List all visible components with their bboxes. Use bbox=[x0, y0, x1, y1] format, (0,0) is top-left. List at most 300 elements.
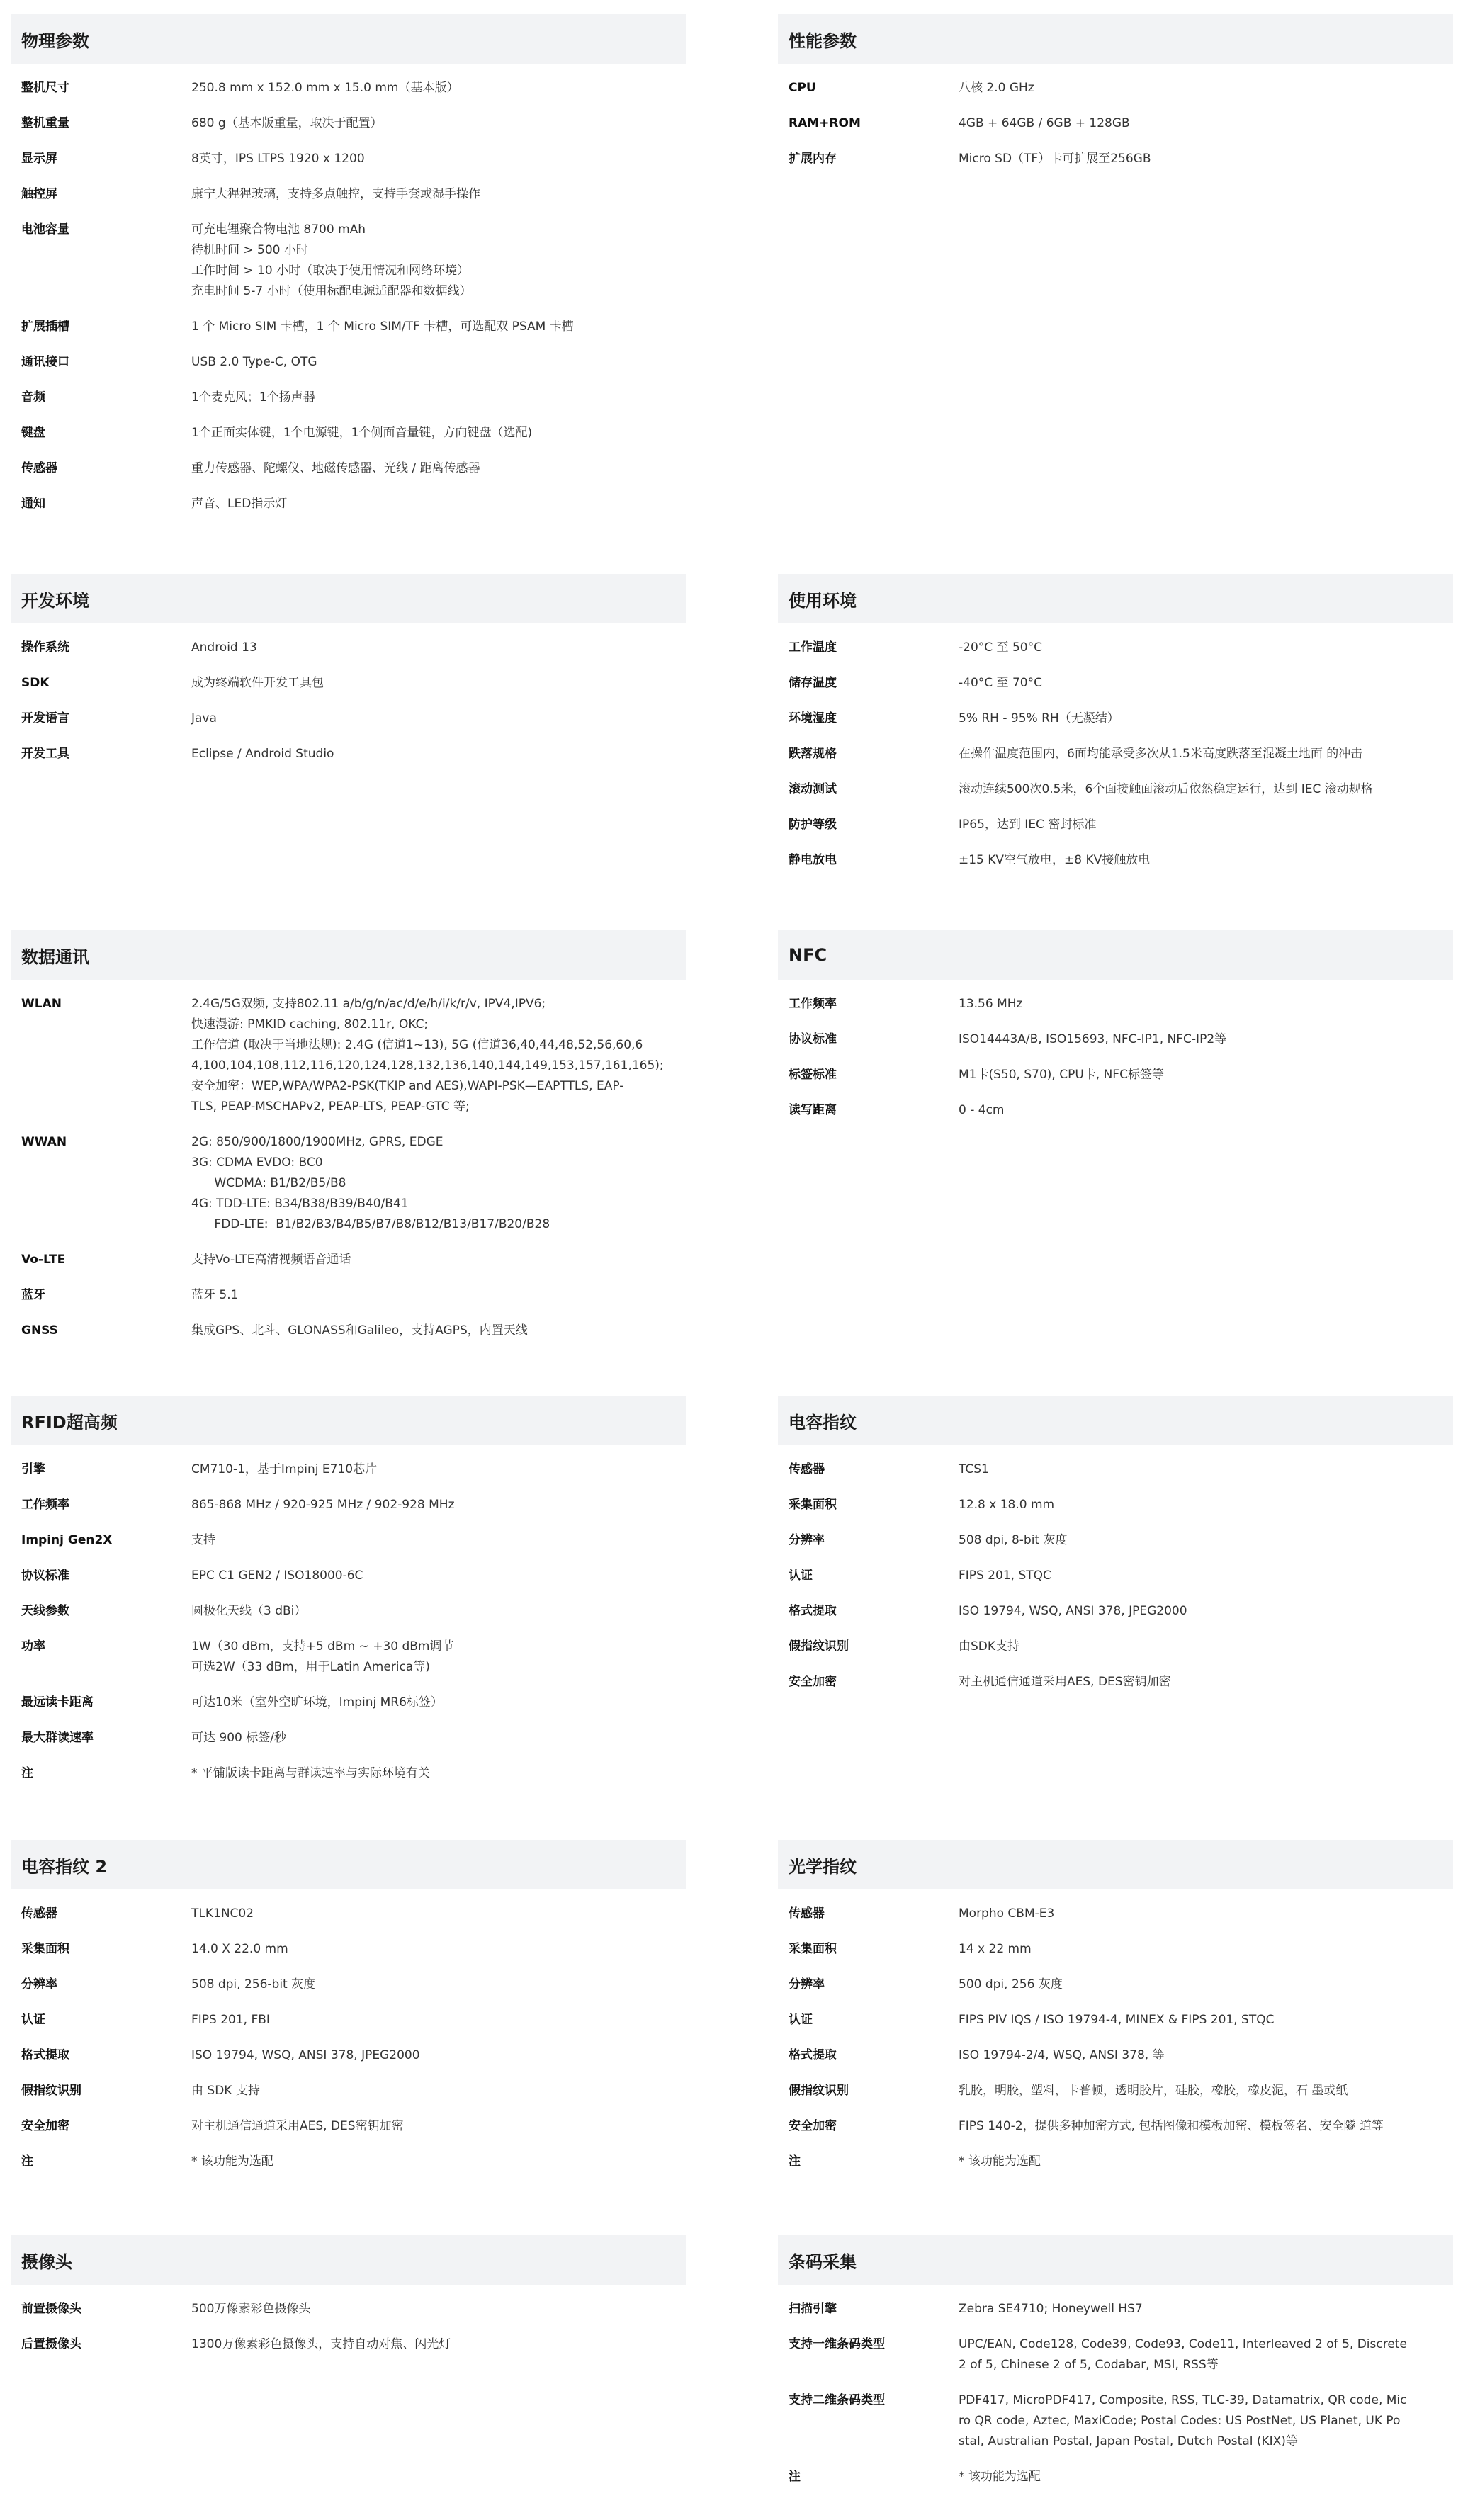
spec-value-line: 快速漫游: PMKID caching, 802.11r, OKC; bbox=[191, 1017, 429, 1032]
section-title: 数据通讯 bbox=[21, 947, 89, 967]
spec-value bbox=[959, 1601, 1447, 1622]
section-header bbox=[11, 1840, 686, 1889]
spec-value bbox=[959, 1459, 1447, 1480]
spec-row bbox=[778, 2334, 1453, 2375]
spec-value bbox=[191, 2299, 680, 2320]
spec-row bbox=[11, 1459, 686, 1480]
spec-label: 最大群读速率 bbox=[21, 1731, 94, 1745]
spec-label: 扩展内存 bbox=[789, 152, 837, 166]
spec-value-line: Android 13 bbox=[191, 640, 257, 655]
spec-value-line: 14 x 22 mm bbox=[959, 1942, 1032, 1956]
spec-row bbox=[11, 2334, 686, 2355]
spec-value bbox=[191, 2081, 680, 2101]
section-nfc bbox=[778, 930, 1453, 1136]
section-header bbox=[778, 2235, 1453, 2285]
spec-value-line: 1W（30 dBm，支持+5 dBm ~ +30 dBm调节 bbox=[191, 1639, 454, 1654]
spec-value-line: 工作时间 > 10 小时（取决于使用情况和网络环境） bbox=[191, 264, 470, 278]
spec-row bbox=[11, 638, 686, 658]
spec-row bbox=[11, 1566, 686, 1586]
spec-row bbox=[11, 1974, 686, 1995]
spec-value-line: 由 SDK 支持 bbox=[191, 2084, 260, 2098]
section-header bbox=[778, 14, 1453, 64]
spec-value-line: 14.0 X 22.0 mm bbox=[191, 1942, 288, 1956]
spec-label: 协议标准 bbox=[789, 1032, 837, 1046]
spec-value-line: ±15 KV空气放电，±8 KV接触放电 bbox=[959, 853, 1151, 867]
spec-label: WLAN bbox=[21, 997, 62, 1011]
spec-value bbox=[959, 2045, 1447, 2066]
spec-value bbox=[959, 2116, 1447, 2137]
spec-value-line: PDF417, MicroPDF417, Composite, RSS, TLC-39, Datamatrix, QR code, Mic bbox=[959, 2393, 1407, 2407]
spec-label: 分辨率 bbox=[21, 1977, 57, 1991]
spec-label: CPU bbox=[789, 81, 816, 95]
spec-row bbox=[778, 1974, 1453, 1995]
spec-value-line: EPC C1 GEN2 / ISO18000-6C bbox=[191, 1569, 363, 1583]
spec-row bbox=[11, 1530, 686, 1551]
spec-value bbox=[191, 1250, 680, 1270]
spec-value bbox=[191, 1495, 680, 1515]
spec-value-line: * 该功能为选配 bbox=[191, 2154, 273, 2169]
spec-value bbox=[959, 2390, 1447, 2452]
spec-value bbox=[191, 1285, 680, 1306]
spec-row bbox=[11, 2010, 686, 2030]
spec-value bbox=[959, 1566, 1447, 1586]
spec-row bbox=[778, 1100, 1453, 1121]
spec-label: 传感器 bbox=[789, 1462, 825, 1476]
spec-value bbox=[959, 2467, 1447, 2487]
spec-row bbox=[778, 2299, 1453, 2320]
spec-value-line: 可达10米（室外空旷环境，Impinj MR6标签） bbox=[191, 1695, 443, 1710]
spec-label: 传感器 bbox=[789, 1906, 825, 1921]
spec-value-line: 1300万像素彩色摄像头，支持自动对焦、闪光灯 bbox=[191, 2337, 451, 2351]
spec-label: SDK bbox=[21, 676, 50, 690]
spec-row bbox=[778, 1566, 1453, 1586]
spec-value-line: M1卡(S50, S70), CPU卡, NFC标签等 bbox=[959, 1068, 1164, 1082]
spec-label: 储存温度 bbox=[789, 676, 837, 690]
spec-value-line: FDD-LTE: B1/B2/B3/B4/B5/B7/B8/B12/B13/B17/B20/B28 bbox=[191, 1217, 550, 1231]
spec-label: 安全加密 bbox=[21, 2119, 69, 2133]
spec-label: 工作温度 bbox=[789, 640, 837, 655]
spec-value-line: 4,100,104,108,112,116,120,124,128,132,136,140,144,149,153,157,161,165); bbox=[191, 1058, 664, 1073]
spec-value bbox=[191, 220, 680, 302]
spec-value-line: 声音、LED指示灯 bbox=[191, 497, 288, 511]
spec-value bbox=[959, 1637, 1447, 1657]
spec-value-line: 支持Vo-LTE高清视频语音通话 bbox=[191, 1253, 351, 1267]
spec-label: 触控屏 bbox=[21, 187, 57, 201]
spec-label: 通讯接口 bbox=[21, 355, 69, 369]
spec-value bbox=[959, 815, 1447, 835]
spec-value bbox=[191, 2010, 680, 2030]
spec-value bbox=[959, 78, 1447, 98]
spec-row bbox=[11, 1939, 686, 1960]
spec-row bbox=[778, 1029, 1453, 1050]
spec-value bbox=[191, 2116, 680, 2137]
spec-row bbox=[11, 113, 686, 134]
spec-value-line: Java bbox=[191, 711, 217, 725]
spec-row bbox=[778, 1459, 1453, 1480]
spec-value bbox=[959, 2081, 1447, 2101]
spec-value-line: ISO 19794-2/4, WSQ, ANSI 378, 等 bbox=[959, 2048, 1165, 2062]
spec-value bbox=[191, 1530, 680, 1551]
spec-label: 扫描引擎 bbox=[789, 2302, 837, 2316]
spec-value bbox=[191, 113, 680, 134]
spec-row bbox=[11, 2116, 686, 2137]
spec-row bbox=[11, 1904, 686, 1924]
spec-value-line: Zebra SE4710; Honeywell HS7 bbox=[959, 2302, 1143, 2316]
spec-value bbox=[191, 317, 680, 337]
spec-value-line: -20°C 至 50°C bbox=[959, 640, 1042, 655]
spec-value-line: 250.8 mm x 152.0 mm x 15.0 mm（基本版） bbox=[191, 81, 459, 95]
spec-value-line: Eclipse / Android Studio bbox=[191, 747, 334, 761]
spec-label: Impinj Gen2X bbox=[21, 1533, 113, 1547]
spec-label: 采集面积 bbox=[789, 1942, 837, 1956]
spec-value-line: 12.8 x 18.0 mm bbox=[959, 1498, 1055, 1512]
spec-row bbox=[778, 744, 1453, 764]
spec-value bbox=[959, 708, 1447, 729]
spec-value bbox=[959, 2299, 1447, 2320]
spec-value-line: 待机时间 > 500 小时 bbox=[191, 243, 308, 257]
spec-value bbox=[191, 1974, 680, 1995]
spec-row bbox=[11, 1637, 686, 1678]
spec-value-line: CM710-1，基于Impinj E710芯片 bbox=[191, 1462, 378, 1476]
spec-value-line: IP65，达到 IEC 密封标准 bbox=[959, 818, 1097, 832]
spec-label: 注 bbox=[21, 2154, 33, 2169]
spec-label: 后置摄像头 bbox=[21, 2337, 81, 2351]
spec-label: 注 bbox=[789, 2154, 801, 2169]
spec-value bbox=[191, 1132, 680, 1235]
section-header bbox=[11, 1396, 686, 1445]
spec-value-line: ISO14443A/B, ISO15693, NFC-IP1, NFC-IP2等 bbox=[959, 1032, 1227, 1046]
spec-label: 注 bbox=[21, 1766, 33, 1780]
spec-label: 引擎 bbox=[21, 1462, 45, 1476]
spec-label: 采集面积 bbox=[789, 1498, 837, 1512]
spec-value bbox=[191, 1939, 680, 1960]
spec-value-line: 1 个 Micro SIM 卡槽，1 个 Micro SIM/TF 卡槽，可选配双 PSAM 卡槽 bbox=[191, 320, 574, 334]
spec-value bbox=[191, 1459, 680, 1480]
spec-row bbox=[11, 673, 686, 694]
spec-row bbox=[11, 494, 686, 514]
spec-value-line: 乳胶，明胶，塑料，卡普顿，透明胶片，硅胶，橡胶，橡皮泥，石 墨或纸 bbox=[959, 2084, 1348, 2098]
spec-value bbox=[191, 744, 680, 764]
spec-row bbox=[11, 994, 686, 1117]
spec-value bbox=[959, 1939, 1447, 1960]
spec-row bbox=[11, 149, 686, 169]
section-header bbox=[11, 14, 686, 64]
spec-value bbox=[191, 458, 680, 479]
spec-value-line: Morpho CBM-E3 bbox=[959, 1906, 1055, 1921]
section-title: NFC bbox=[789, 945, 827, 965]
spec-row bbox=[11, 458, 686, 479]
spec-label: GNSS bbox=[21, 1323, 58, 1338]
section-dev-env bbox=[11, 574, 686, 779]
section-rfid bbox=[11, 1396, 686, 1799]
section-title: 条码采集 bbox=[789, 2251, 857, 2272]
spec-label: 环境湿度 bbox=[789, 711, 837, 725]
spec-row bbox=[778, 850, 1453, 871]
spec-row bbox=[778, 1065, 1453, 1085]
spec-value bbox=[959, 2010, 1447, 2030]
spec-value-line: TLS, PEAP-MSCHAPv2, PEAP-LTS, PEAP-GTC 等; bbox=[191, 1100, 470, 1114]
section-title: 开发环境 bbox=[21, 590, 89, 611]
spec-label: 操作系统 bbox=[21, 640, 69, 655]
spec-label: 安全加密 bbox=[789, 2119, 837, 2133]
spec-row bbox=[778, 2467, 1453, 2487]
spec-value-line: 2G: 850/900/1800/1900MHz, GPRS, EDGE bbox=[191, 1135, 444, 1149]
spec-label: 工作频率 bbox=[21, 1498, 69, 1512]
spec-value bbox=[191, 184, 680, 205]
spec-value-line: 508 dpi, 256-bit 灰度 bbox=[191, 1977, 316, 1991]
spec-value bbox=[191, 1763, 680, 1784]
spec-value bbox=[191, 494, 680, 514]
section-data-comm bbox=[11, 930, 686, 1356]
spec-value-line: 集成GPS、北斗、GLONASS和Galileo，支持AGPS，内置天线 bbox=[191, 1323, 528, 1338]
spec-value-line: * 平铺版读卡距离与群读速率与实际环境有关 bbox=[191, 1766, 430, 1780]
spec-label: 支持一维条码类型 bbox=[789, 2337, 885, 2351]
spec-label: 传感器 bbox=[21, 1906, 57, 1921]
spec-value-line: 508 dpi, 8-bit 灰度 bbox=[959, 1533, 1068, 1547]
spec-row bbox=[11, 1250, 686, 1270]
spec-value bbox=[959, 994, 1447, 1015]
spec-label: 滚动测试 bbox=[789, 782, 837, 796]
spec-row bbox=[11, 2299, 686, 2320]
spec-value-line: FIPS PIV IQS / ISO 19794-4, MINEX & FIPS 201, STQC bbox=[959, 2013, 1275, 2027]
spec-value bbox=[191, 2334, 680, 2355]
spec-value-line: TLK1NC02 bbox=[191, 1906, 254, 1921]
spec-value bbox=[959, 1672, 1447, 1693]
spec-value bbox=[959, 2152, 1447, 2172]
spec-value-line: 圆极化天线（3 dBi） bbox=[191, 1604, 307, 1618]
spec-value-line: 4G: TDD-LTE: B34/B38/B39/B40/B41 bbox=[191, 1197, 409, 1211]
spec-value-line: ISO 19794, WSQ, ANSI 378, JPEG2000 bbox=[191, 2048, 420, 2062]
spec-row bbox=[11, 1763, 686, 1784]
section-opt-fp bbox=[778, 1840, 1453, 2187]
spec-label: 假指纹识别 bbox=[789, 1639, 849, 1654]
spec-row bbox=[11, 220, 686, 302]
spec-value-line: 重力传感器、陀螺仪、地磁传感器、光线 / 距离传感器 bbox=[191, 461, 480, 475]
spec-label: 传感器 bbox=[21, 461, 57, 475]
spec-row bbox=[778, 1637, 1453, 1657]
spec-row bbox=[778, 2116, 1453, 2137]
spec-row bbox=[11, 1693, 686, 1713]
spec-label: 扩展插槽 bbox=[21, 320, 69, 334]
section-header bbox=[11, 2235, 686, 2285]
spec-row bbox=[11, 2152, 686, 2172]
spec-value bbox=[959, 850, 1447, 871]
spec-value-line: ro QR code, Aztec, MaxiCode; Postal Codes: US PostNet, US Planet, UK Po bbox=[959, 2414, 1401, 2428]
spec-value bbox=[191, 673, 680, 694]
spec-value bbox=[959, 1100, 1447, 1121]
spec-row bbox=[778, 1672, 1453, 1693]
section-header bbox=[11, 930, 686, 980]
spec-value-line: -40°C 至 70°C bbox=[959, 676, 1042, 690]
spec-label: 分辨率 bbox=[789, 1533, 825, 1547]
spec-value-line: 2 of 5, Chinese 2 of 5, Codabar, MSI, RSS等 bbox=[959, 2358, 1219, 2372]
spec-value bbox=[959, 1029, 1447, 1050]
spec-value-line: 对主机通信通道采用AES, DES密钥加密 bbox=[959, 1675, 1171, 1689]
spec-row bbox=[11, 1728, 686, 1748]
spec-value-line: 可充电锂聚合物电池 8700 mAh bbox=[191, 222, 366, 237]
spec-value bbox=[191, 1637, 680, 1678]
spec-row bbox=[11, 423, 686, 443]
spec-row bbox=[11, 317, 686, 337]
spec-row bbox=[11, 388, 686, 408]
spec-row bbox=[11, 2081, 686, 2101]
spec-row bbox=[778, 2045, 1453, 2066]
spec-label: 前置摄像头 bbox=[21, 2302, 81, 2316]
spec-row bbox=[11, 744, 686, 764]
spec-label: 整机尺寸 bbox=[21, 81, 69, 95]
spec-label: 键盘 bbox=[21, 426, 45, 440]
section-title: 使用环境 bbox=[789, 590, 857, 611]
spec-label: 假指纹识别 bbox=[789, 2084, 849, 2098]
spec-value bbox=[959, 1065, 1447, 1085]
spec-row bbox=[778, 779, 1453, 800]
spec-value bbox=[191, 78, 680, 98]
spec-row bbox=[778, 2152, 1453, 2172]
spec-row bbox=[778, 149, 1453, 169]
spec-label: 支持二维条码类型 bbox=[789, 2393, 885, 2407]
section-title: 电容指纹 bbox=[789, 1412, 857, 1433]
section-performance bbox=[778, 14, 1453, 184]
spec-row bbox=[778, 708, 1453, 729]
spec-label: 格式提取 bbox=[21, 2048, 69, 2062]
spec-value-line: 安全加密：WEP,WPA/WPA2-PSK(TKIP and AES),WAPI-PSK—EAPTTLS, EAP- bbox=[191, 1079, 624, 1093]
spec-label: 最远读卡距离 bbox=[21, 1695, 94, 1710]
spec-value bbox=[191, 2152, 680, 2172]
spec-row bbox=[778, 1530, 1453, 1551]
section-header bbox=[778, 1396, 1453, 1445]
spec-row bbox=[778, 1601, 1453, 1622]
spec-value-line: FIPS 201, FBI bbox=[191, 2013, 270, 2027]
spec-label: 假指纹识别 bbox=[21, 2084, 81, 2098]
spec-label: 防护等级 bbox=[789, 818, 837, 832]
spec-row bbox=[11, 184, 686, 205]
spec-label: 分辨率 bbox=[789, 1977, 825, 1991]
spec-row bbox=[11, 1285, 686, 1306]
spec-value-line: 成为终端软件开发工具包 bbox=[191, 676, 324, 690]
section-cap-fp bbox=[778, 1396, 1453, 1707]
spec-row bbox=[778, 1939, 1453, 1960]
spec-label: 安全加密 bbox=[789, 1675, 837, 1689]
spec-value bbox=[959, 2334, 1447, 2375]
section-header bbox=[11, 574, 686, 623]
spec-label: 显示屏 bbox=[21, 152, 57, 166]
spec-value-line: 由SDK支持 bbox=[959, 1639, 1020, 1654]
spec-label: 音频 bbox=[21, 390, 45, 405]
spec-value bbox=[191, 1728, 680, 1748]
section-cap-fp2 bbox=[11, 1840, 686, 2187]
spec-label: 格式提取 bbox=[789, 1604, 837, 1618]
spec-value-line: 8英寸，IPS LTPS 1920 x 1200 bbox=[191, 152, 365, 166]
spec-label: RAM+ROM bbox=[789, 116, 861, 130]
spec-label: 功率 bbox=[21, 1639, 45, 1654]
spec-value bbox=[191, 638, 680, 658]
spec-row bbox=[778, 2390, 1453, 2452]
spec-value bbox=[191, 423, 680, 443]
spec-value-line: 5% RH - 95% RH（无凝结） bbox=[959, 711, 1119, 725]
spec-row bbox=[11, 1495, 686, 1515]
spec-row bbox=[11, 352, 686, 373]
spec-value bbox=[191, 708, 680, 729]
section-title: 光学指纹 bbox=[789, 1856, 857, 1877]
spec-label: 认证 bbox=[21, 2013, 45, 2027]
spec-value-line: FIPS 140-2，提供多种加密方式, 包括图像和模板加密、模板签名、安全隧 道等 bbox=[959, 2119, 1384, 2133]
spec-label: WWAN bbox=[21, 1135, 67, 1149]
spec-value-line: ISO 19794, WSQ, ANSI 378, JPEG2000 bbox=[959, 1604, 1187, 1618]
spec-label: 整机重量 bbox=[21, 116, 69, 130]
spec-row bbox=[11, 2045, 686, 2066]
spec-value bbox=[959, 1904, 1447, 1924]
section-title: 摄像头 bbox=[21, 2251, 72, 2272]
spec-value-line: 可选2W（33 dBm，用于Latin America等) bbox=[191, 1660, 430, 1674]
spec-value bbox=[959, 1495, 1447, 1515]
spec-value bbox=[959, 149, 1447, 169]
spec-value-line: 充电时间 5-7 小时（使用标配电源适配器和数据线） bbox=[191, 284, 472, 298]
spec-value bbox=[959, 638, 1447, 658]
section-header bbox=[778, 930, 1453, 980]
spec-row bbox=[778, 113, 1453, 134]
spec-value-line: 500万像素彩色摄像头 bbox=[191, 2302, 311, 2316]
spec-value-line: 13.56 MHz bbox=[959, 997, 1023, 1011]
spec-value bbox=[959, 1530, 1447, 1551]
spec-value-line: 工作信道 (取决于当地法规): 2.4G (信道1~13), 5G (信道36,40,44,48,52,56,60,6 bbox=[191, 1038, 643, 1052]
spec-label: 静电放电 bbox=[789, 853, 837, 867]
spec-value-line: 500 dpi, 256 灰度 bbox=[959, 1977, 1063, 1991]
spec-label: 电池容量 bbox=[21, 222, 69, 237]
spec-row bbox=[11, 708, 686, 729]
spec-value bbox=[191, 994, 680, 1117]
spec-label: 读写距离 bbox=[789, 1103, 837, 1117]
spec-row bbox=[778, 2081, 1453, 2101]
spec-value-line: 3G: CDMA EVDO: BC0 bbox=[191, 1156, 323, 1170]
spec-row bbox=[778, 1904, 1453, 1924]
section-header bbox=[778, 1840, 1453, 1889]
spec-label: 协议标准 bbox=[21, 1569, 69, 1583]
spec-value bbox=[191, 2045, 680, 2066]
spec-value-line: * 该功能为选配 bbox=[959, 2470, 1041, 2484]
spec-value bbox=[191, 1904, 680, 1924]
spec-label: 认证 bbox=[789, 2013, 813, 2027]
section-usage-env bbox=[778, 574, 1453, 886]
spec-value bbox=[191, 1693, 680, 1713]
spec-value-line: 1个麦克风；1个扬声器 bbox=[191, 390, 315, 405]
spec-value-line: stal, Australian Postal, Japan Postal, Dutch Postal (KIX)等 bbox=[959, 2434, 1298, 2448]
spec-value-line: 在操作温度范围内，6面均能承受多次从1.5米高度跌落至混凝土地面 的冲击 bbox=[959, 747, 1363, 761]
spec-row bbox=[778, 78, 1453, 98]
spec-row bbox=[778, 1495, 1453, 1515]
spec-value bbox=[191, 149, 680, 169]
spec-label: 跌落规格 bbox=[789, 747, 837, 761]
spec-row bbox=[778, 638, 1453, 658]
spec-value bbox=[191, 352, 680, 373]
section-title: 性能参数 bbox=[789, 30, 857, 51]
spec-label: 格式提取 bbox=[789, 2048, 837, 2062]
spec-value bbox=[959, 744, 1447, 764]
spec-value-line: 蓝牙 5.1 bbox=[191, 1288, 239, 1302]
section-title: 物理参数 bbox=[21, 30, 89, 51]
spec-value bbox=[959, 113, 1447, 134]
spec-row bbox=[11, 1321, 686, 1341]
spec-label: 开发语言 bbox=[21, 711, 69, 725]
spec-value bbox=[959, 779, 1447, 800]
spec-label: 认证 bbox=[789, 1569, 813, 1583]
spec-value bbox=[191, 1321, 680, 1341]
spec-value bbox=[191, 388, 680, 408]
spec-value-line: 0 - 4cm bbox=[959, 1103, 1005, 1117]
section-header bbox=[778, 574, 1453, 623]
spec-value bbox=[959, 1974, 1447, 1995]
spec-value-line: 支持 bbox=[191, 1533, 215, 1547]
spec-value bbox=[191, 1601, 680, 1622]
